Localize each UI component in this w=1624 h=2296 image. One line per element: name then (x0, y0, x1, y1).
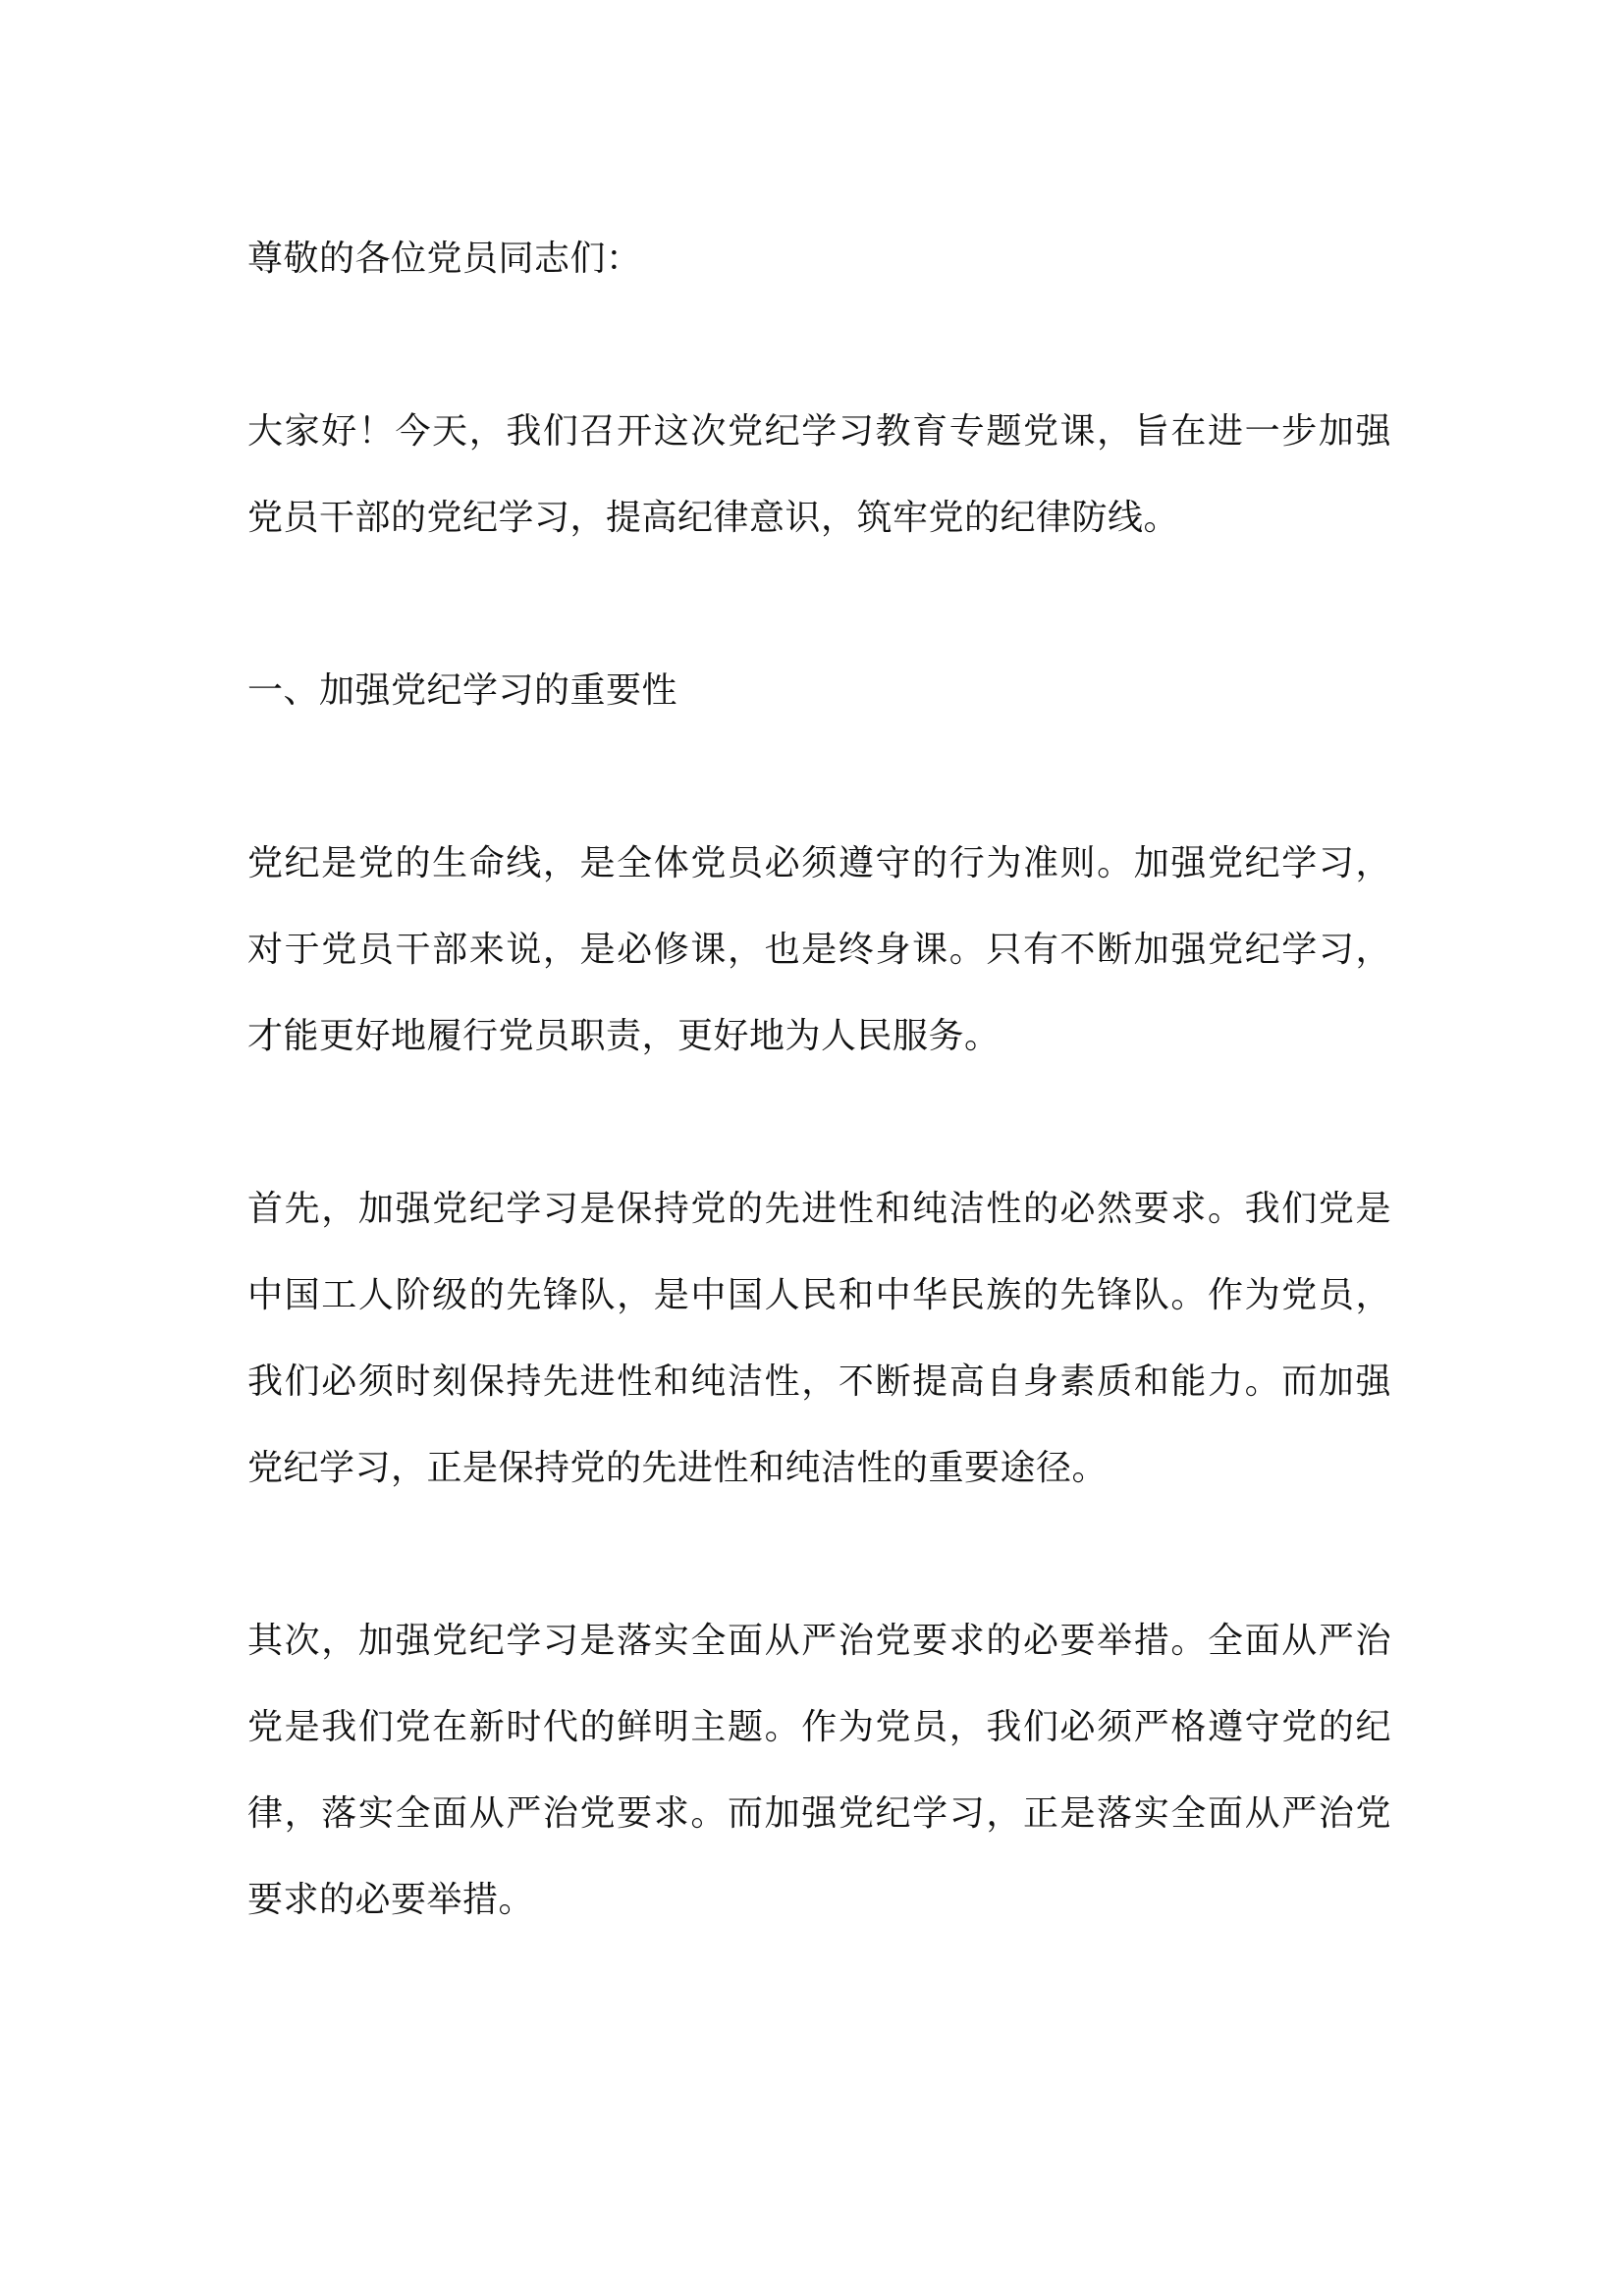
section-heading: 一、加强党纪学习的重要性 (247, 670, 678, 711)
paragraph-3: 其次，加强党纪学习是落实全面从严治党要求的必要举措。全面从严治党是我们党在新时代的鲜明主题。作为党员，我们必须严格遵守党的纪律，落实全面从严治党要求。而加强党纪学习，正是落实全面从严治党要求的必要举措。 (247, 1621, 1391, 1920)
document-body (247, 216, 1391, 2030)
greeting: 尊敬的各位党员同志们： (247, 239, 642, 279)
paragraph-2: 首先，加强党纪学习是保持党的先进性和纯洁性的必然要求。我们党是中国工人阶级的先锋队，是中国人民和中华民族的先锋队。作为党员，我们必须时刻保持先进性和纯洁性，不断提高自身素质和能力。而加强党纪学习，正是保持党的先进性和纯洁性的重要途径。 (247, 1189, 1391, 1488)
paragraph-1: 党纪是党的生命线，是全体党员必须遵守的行为准则。加强党纪学习，对于党员干部来说，是必修课，也是终身课。只有不断加强党纪学习，才能更好地履行党员职责，更好地为人民服务。 (247, 843, 1391, 1056)
intro-paragraph: 大家好！今天，我们召开这次党纪学习教育专题党课，旨在进一步加强党员干部的党纪学习，提高纪律意识，筑牢党的纪律防线。 (247, 411, 1391, 538)
